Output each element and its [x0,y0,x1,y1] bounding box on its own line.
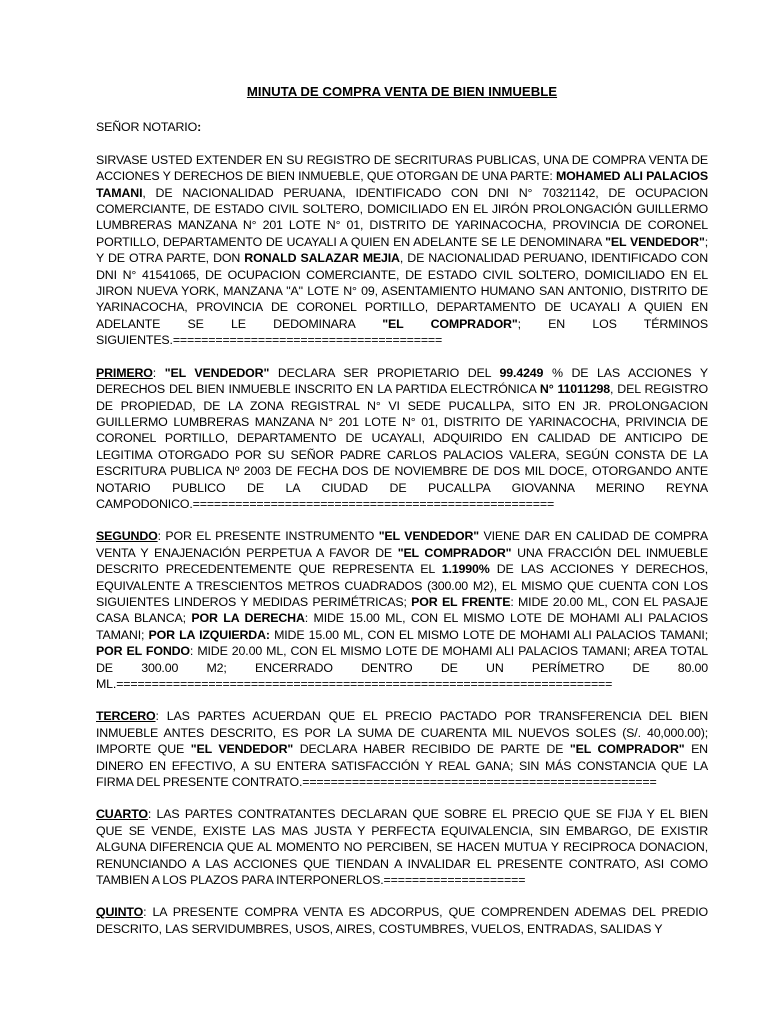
bold-text: "EL COMPRADOR" [569,742,685,757]
bold-text: "EL VENDEDOR" [378,529,479,544]
intro-paragraph [96,152,708,349]
bold-text: N° 11011298 [539,382,611,397]
clause-heading: PRIMERO [96,365,153,380]
text-run: : LA PRESENTE COMPRA VENTA ES ADCORPUS, QUE COMPRENDEN ADEMAS DEL PREDIO DESCRITO, LAS SERVIDUMBRES, USOS, AIRES, COSTUMBRES, VUELOS, ENTRADAS, SALIDAS Y [96,905,708,936]
text-run: SIRVASE USTED EXTENDER EN SU REGISTRO DE SECRITURAS PUBLICAS, UNA DE COMPRA VENTA DE ACCIONES Y DERECHOS DE BIEN INMUEBLE, QUE OTORGAN DE UNA PARTE: [96,152,708,184]
bold-text: RONALD SALAZAR MEJIA [244,251,400,266]
text-run: ; Y DE OTRA PARTE, DON [96,234,708,266]
text-run: : MIDE 20.00 ML, CON EL PASAJE CASA BLANCA; [96,594,708,626]
text-run: : MIDE 20.00 ML, CON EL MISMO LOTE DE MOHAMI ALI PALACIOS TAMANI; AREA TOTAL DE 300.00 M2; ENCERRADO DENTRO DE UN PERÍMETRO DE 80.00 ML.====================================================================== [96,644,708,691]
clause-cuarto [96,806,708,888]
text-run: DECLARA HABER RECIBIDO DE PARTE DE [293,742,570,757]
text-run: DECLARA SER PROPIETARIO DEL [269,365,500,380]
clause-heading: SEGUNDO [96,529,158,544]
text-run: MIDE 15.00 ML, CON EL MISMO LOTE DE MOHAMI ALI PALACIOS TAMANI; [269,627,709,642]
text-run: : POR EL PRESENTE INSTRUMENTO [157,529,379,544]
salutation-text: SEÑOR NOTARIO [96,120,198,135]
text-run: , DE NACIONALIDAD PERUANA, IDENTIFICADO CON DNI N° 70321142, DE OCUPACION COMERCIANTE, DE ESTADO CIVIL SOLTERO, DOMICILIADO EN EL JIRÓN PROLONGACIÓN GUILLERMO LUMBRERAS MANZANA N° 201 LOTE N° 01, DISTRITO DE YARINACOCHA, PROVINCIA DE CORONEL PORTILLO, DEPARTAMENTO DE UCAYALI A QUIEN EN ADELANTE SE LE DENOMINARA [96,185,708,249]
document-page [96,84,708,953]
clause-quinto [96,904,708,937]
bold-text: "EL VENDEDOR" [164,365,270,380]
text-run: ; EN LOS TÉRMINOS SIGUIENTES.====================================== [96,316,708,348]
text-run: : MIDE 15.00 ML, CON EL MISMO LOTE DE MOHAMI ALI PALACIOS TAMANI; [96,611,708,642]
text-run: : LAS PARTES CONTRATANTES DECLARAN QUE SOBRE EL PRECIO QUE SE FIJA Y EL BIEN QUE SE VENDE, EXISTE LAS MAS JUSTA Y PERFECTA EQUIVALENCIA, SIN EMBARGO, DE EXISTIR ALGUNA DIFERENCIA QUE AL MOMENTO NO PERCIBEN, SE HACEN MUTUA Y RECIPROCA DONACION, RENUNCIANDO A LAS ACCIONES QUE TIENDAN A INVALIDAR EL PRESENTE CONTRATO, ASI COMO TAMBIEN A LOS PLAZOS PARA INTERPONERLOS.==================== [96,807,708,888]
text-run: EN DINERO EN EFECTIVO, A SU ENTERA SATISFACCIÓN Y REAL GANA; SIN MÁS CONSTANCIA QUE LA FIRMA DEL PRESENTE CONTRATO.================================================== [96,742,708,790]
salutation-colon: : [197,120,202,135]
text-run: UNA FRACCIÓN DEL INMUEBLE DESCRITO PRECEDENTEMENTE QUE REPRESENTA EL [96,545,708,577]
document-title: MINUTA DE COMPRA VENTA DE BIEN INMUEBLE [246,84,558,99]
clause-heading: TERCERO [96,709,156,724]
bold-text: 99.4249 [499,365,544,380]
clause-segundo [96,528,708,692]
text-run: % DE LAS ACCIONES Y DERECHOS DEL BIEN INMUEBLE INSCRITO EN LA PARTIDA ELECTRÓNICA [96,365,709,397]
clause-primero [96,365,708,513]
bold-text: MOHAMED ALI PALACIOS TAMANI [96,169,708,200]
bold-text: POR EL FONDO [96,644,190,659]
bold-text: "EL COMPRADOR" [397,545,512,560]
bold-text: POR LA DERECHA [191,611,305,626]
salutation [96,119,708,135]
bold-text: 1.1990% [441,562,490,577]
bold-text: "EL COMPRADOR" [382,316,518,331]
bold-text: "EL VENDEDOR" [605,234,705,249]
text-run: , DEL REGISTRO DE PROPIEDAD, DE LA ZONA REGISTRAL N° VI SEDE PUCALLPA, SITO EN JR. PROLONGACION GUILLERMO LUMBRERAS MANZANA N° 201 LOTE N° 01, DISTRITO DE YARINACOCHA, PRIVINCIA DE CORONEL PORTILLO, DEPARTAMENTO DE UCAYALI, ADQUIRIDO EN CALIDAD DE ANTICIPO DE LEGITIMA OTORGADO POR SU SEÑOR PADRE CARLOS PALACIOS VALERA, SEGÚN CONSTA DE LA ESCRITURA PUBLICA Nº 2003 DE FECHA DOS DE NOVIEMBRE DE DOS MIL DOCE, OTORGANDO ANTE NOTARIO PUBLICO DE LA CIUDAD DE PUCALLPA GIOVANNA MERINO REYNA CAMPODONICO.=================================================== [96,382,708,511]
bold-text: POR LA IZQUIERDA: [148,627,270,642]
clause-heading: QUINTO [96,905,144,920]
text-run: DE LAS ACCIONES Y DERECHOS, EQUIVALENTE A TRESCIENTOS METROS CUADRADOS (300.00 M2), EL MISMO QUE CUENTA CON LOS SIGUIENTES LINDEROS Y MEDIDAS PERIMÉTRICAS; [96,562,708,609]
text-run: : [152,365,165,380]
bold-text: "EL VENDEDOR" [190,742,294,757]
bold-text: POR EL FRENTE [411,594,511,609]
clause-heading: CUARTO [96,807,148,822]
text-run: VIENE DAR EN CALIDAD DE COMPRA VENTA Y ENAJENACIÓN PERPETUA A FAVOR DE [96,529,709,560]
text-run: : LAS PARTES ACUERDAN QUE EL PRECIO PACTADO POR TRANSFERENCIA DEL BIEN INMUEBLE ANTES DESCRITO, ES POR LA SUMA DE CUARENTA MIL NUEVOS SOLES (S/. 40,000.00); IMPORTE QUE [96,709,708,757]
text-run: , DE NACIONALIDAD PERUANO, IDENTIFICADO CON DNI N° 41541065, DE OCUPACION COMERCIANTE, DE ESTADO CIVIL SOLTERO, DOMICILIADO EN EL JIRON NUEVA YORK, MANZANA "A" LOTE N° 09, ASENTAMIENTO HUMANO SAN ANTONIO, DISTRITO DE YARINACOCHA, PROVINCIA DE CORONEL PORTILLO, DEPARTAMENTO DE UCAYALI A QUIEN EN ADELANTE SE LE DEDOMINARA [96,251,708,331]
clause-tercero [96,708,708,790]
